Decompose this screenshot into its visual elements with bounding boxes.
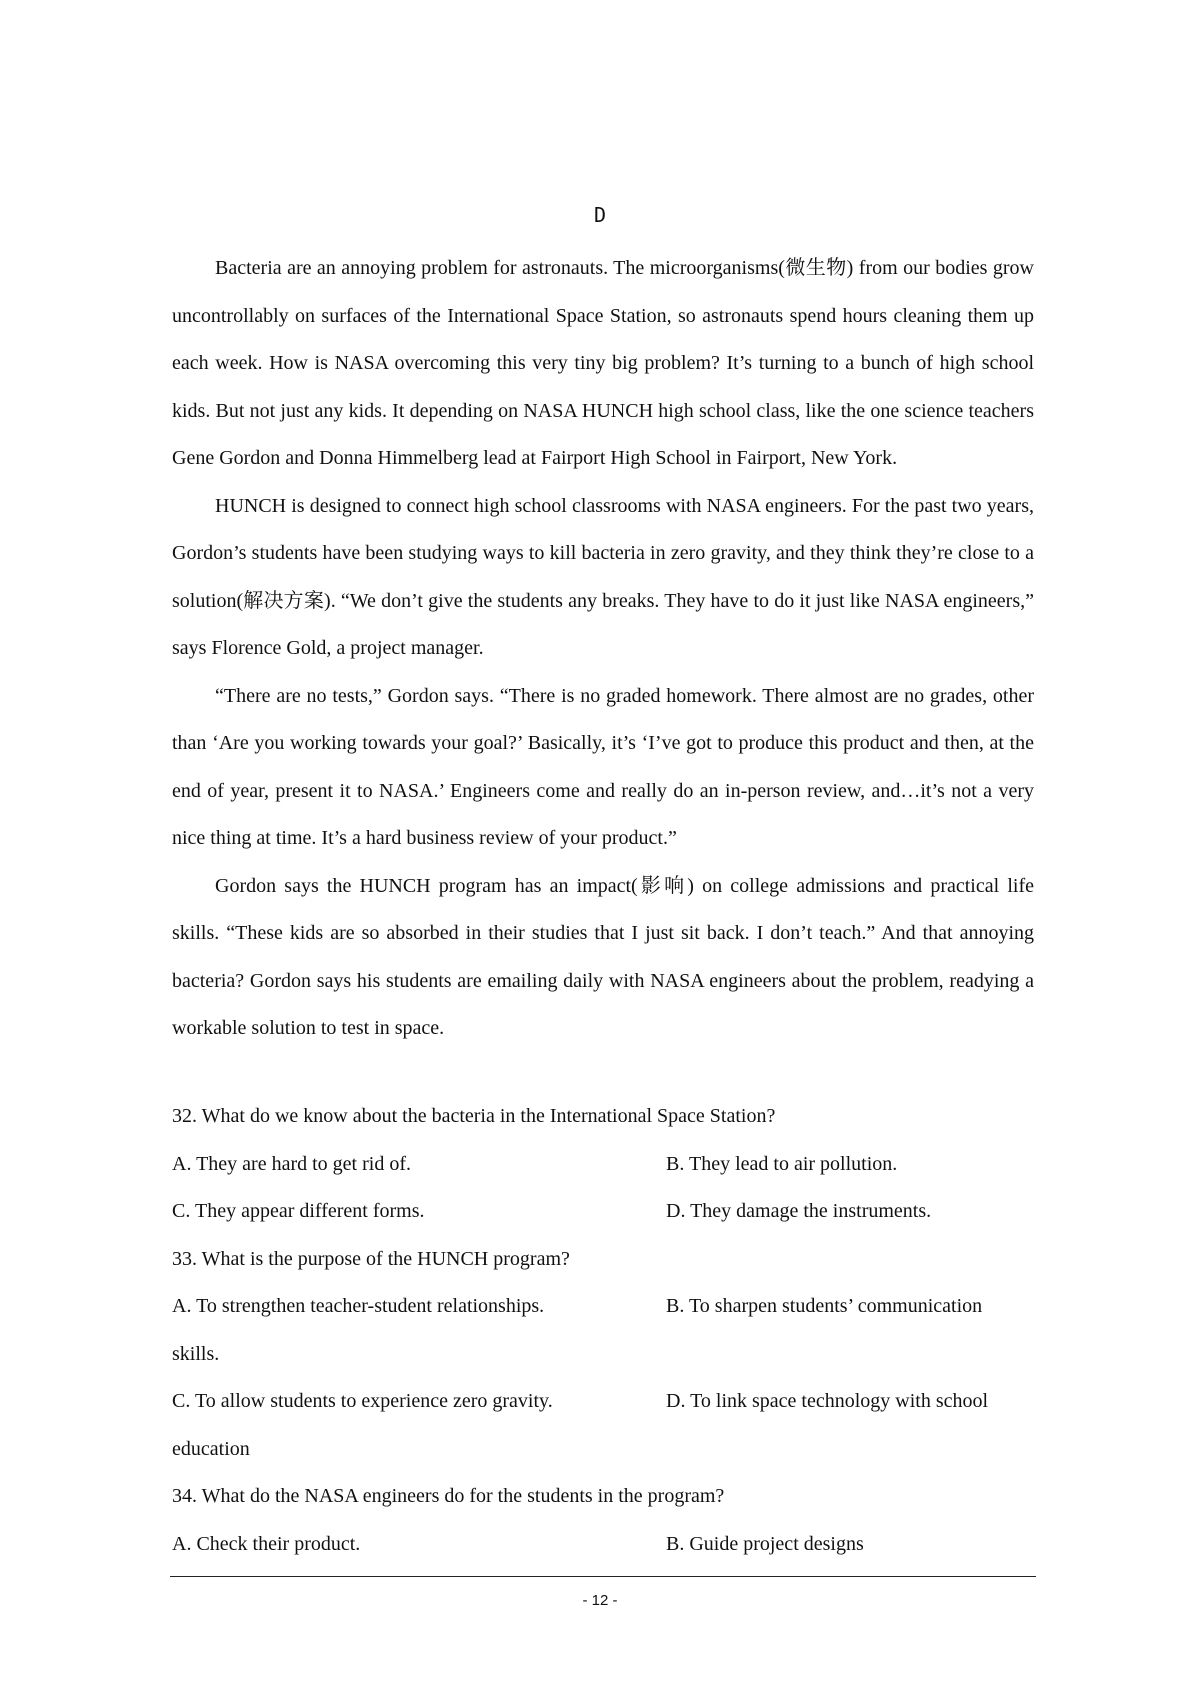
option-b: B. They lead to air pollution. [666, 1152, 898, 1175]
option-row [172, 1283, 1034, 1331]
option-d: D. To link space technology with school [666, 1390, 989, 1412]
option-d: D. They damage the instruments. [666, 1200, 932, 1222]
option-a: A. They are hard to get rid of. [172, 1152, 411, 1175]
question-stem: 33. What is the purpose of the HUNCH program? [172, 1247, 570, 1270]
footer-divider [170, 1576, 1036, 1577]
option-a: A. Check their product. [172, 1532, 361, 1555]
question-stem: 34. What do the NASA engineers do for the students in the program? [172, 1485, 725, 1507]
option-row [172, 1141, 1034, 1189]
option-continuation [172, 1426, 1034, 1474]
reading-passage [172, 245, 1034, 1053]
question-32 [172, 1093, 1034, 1236]
option-d-continuation: education [172, 1437, 250, 1460]
question-stem: 32. What do we know about the bacteria in the International Space Station? [172, 1105, 776, 1127]
option-a: A. To strengthen teacher-student relationships. [172, 1295, 545, 1317]
question-34 [172, 1473, 1034, 1568]
passage-paragraph: “There are no tests,” Gordon says. “There is no graded homework. There almost are no grades, other than ‘Are you working towards your goal?’ Basically, it’s ‘I’ve got to produce this product and then, at the end of year, present it to NASA.’ Engineers come and really do an in-person review, and…it’s not a very nice thing at time. It’s a hard business review of your product.” [172, 684, 1034, 849]
passage-paragraph: HUNCH is designed to connect high school classrooms with NASA engineers. For the past two years, Gordon’s students have been studying ways to kill bacteria in zero gravity, and they think they’re close to a solution(解决方案). “We don’t give the students any breaks. They have to do it just like NASA engineers,” says Florence Gold, a project manager. [172, 494, 1034, 659]
page-number: - 12 - [582, 1592, 618, 1609]
option-continuation [172, 1331, 1034, 1379]
section-heading: D [593, 203, 607, 227]
option-b: B. Guide project designs [666, 1532, 864, 1555]
option-row [172, 1188, 1034, 1236]
option-row [172, 1521, 1034, 1569]
option-b-continuation: skills. [172, 1342, 220, 1365]
passage-paragraph: Gordon says the HUNCH program has an impact(影响) on college admissions and practical life skills. “These kids are so absorbed in their studies that I just sit back. I don’t teach.” And that annoying bacteria? Gordon says his students are emailing daily with NASA engineers about the problem, readying a workable solution to test in space. [172, 874, 1034, 1039]
option-c: C. They appear different forms. [172, 1200, 425, 1222]
option-c: C. To allow students to experience zero gravity. [172, 1390, 553, 1412]
passage-paragraph: Bacteria are an annoying problem for astronauts. The microorganisms(微生物) from our bodies grow uncontrollably on surfaces of the International Space Station, so astronauts spend hours cleaning them up each week. How is NASA overcoming this very tiny big problem? It’s turning to a bunch of high school kids. But not just any kids. It depending on NASA HUNCH high school class, like the one science teachers Gene Gordon and Donna Himmelberg lead at Fairport High School in Fairport, New York. [172, 257, 1034, 469]
option-row [172, 1378, 1034, 1426]
option-b: B. To sharpen students’ communication [666, 1295, 983, 1317]
question-33 [172, 1236, 1034, 1474]
question-list [172, 1093, 1034, 1568]
